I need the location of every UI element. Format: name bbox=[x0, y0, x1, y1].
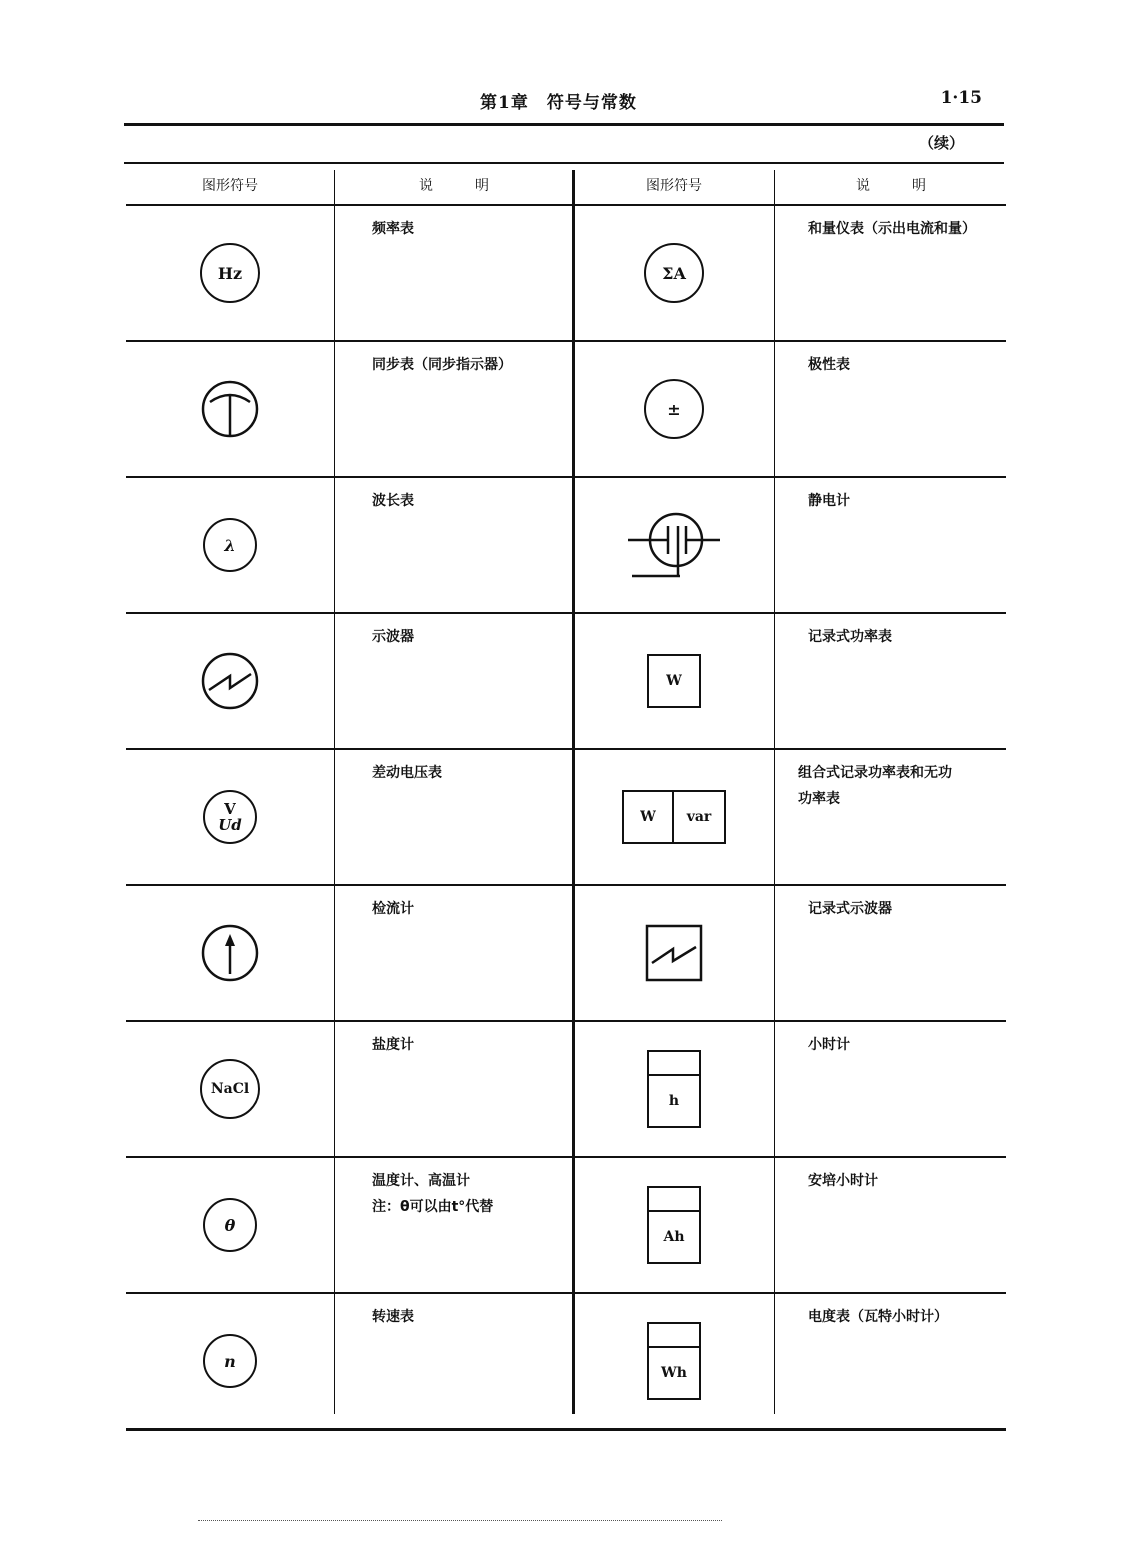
footer-rule bbox=[198, 1520, 722, 1521]
description-cell: 极性表 bbox=[808, 357, 850, 373]
symbol-label: ΣA bbox=[662, 263, 686, 283]
symbol-label: θ bbox=[224, 1215, 236, 1235]
symbol-label: Hz bbox=[217, 263, 243, 283]
symbol-cell bbox=[126, 478, 334, 612]
polarity-meter-symbol bbox=[644, 379, 704, 439]
salinometer-symbol bbox=[200, 1059, 260, 1119]
symbol-cell bbox=[126, 1158, 334, 1292]
description-cell: 和量仪表（示出电流和量） bbox=[808, 221, 976, 237]
description-cell: 示波器 bbox=[372, 629, 414, 645]
combined-recording-meter-symbol bbox=[622, 790, 726, 844]
description-line: 注：θ可以由t°代替 bbox=[372, 1199, 494, 1215]
watt-hour-meter-symbol bbox=[647, 1322, 701, 1400]
column-header-symbol-right: 图形符号 bbox=[646, 178, 702, 194]
description-line: 功率表 bbox=[798, 791, 840, 807]
symbol-header-band bbox=[649, 1324, 699, 1348]
header-rule bbox=[124, 123, 1004, 126]
table-row bbox=[126, 614, 1006, 750]
description-line: 组合式记录功率表和无功 bbox=[798, 765, 952, 781]
symbol-cell bbox=[126, 886, 334, 1020]
symbol-label: ± bbox=[667, 399, 681, 419]
symbol-cell bbox=[574, 342, 774, 476]
table-body bbox=[126, 206, 1006, 1431]
symbol-cell bbox=[574, 1158, 774, 1292]
summation-meter-symbol bbox=[644, 243, 704, 303]
symbol-label-bottom: Ud bbox=[218, 816, 242, 834]
column-header-desc-left: 说 明 bbox=[419, 178, 489, 194]
description-cell: 波长表 bbox=[372, 493, 414, 509]
table-header bbox=[126, 168, 1006, 206]
column-header-desc-right: 说 明 bbox=[856, 178, 926, 194]
table-row bbox=[126, 1294, 1006, 1431]
symbol-cell bbox=[574, 1294, 774, 1428]
column-header-symbol-left: 图形符号 bbox=[202, 178, 258, 194]
symbol-cell bbox=[126, 1294, 334, 1428]
table-row bbox=[126, 342, 1006, 478]
symbol-cell bbox=[574, 1022, 774, 1156]
oscilloscope-icon bbox=[199, 650, 261, 712]
symbol-cell bbox=[126, 206, 334, 340]
galvanometer-icon bbox=[199, 922, 261, 984]
description-cell: 转速表 bbox=[372, 1309, 414, 1325]
symbol-cell bbox=[126, 342, 334, 476]
frequency-meter-symbol bbox=[200, 243, 260, 303]
symbol-table bbox=[126, 168, 1006, 1431]
symbol-cell bbox=[574, 750, 774, 884]
description-cell: 静电计 bbox=[808, 493, 850, 509]
page-number: 1·15 bbox=[940, 88, 982, 108]
description-cell: 记录式功率表 bbox=[808, 629, 892, 645]
symbol-label: Wh bbox=[661, 1365, 687, 1381]
thermometer-symbol bbox=[203, 1198, 257, 1252]
symbol-header-band bbox=[649, 1188, 699, 1212]
electrometer-icon bbox=[624, 510, 724, 580]
recording-oscilloscope-icon bbox=[644, 923, 704, 983]
description-cell: 记录式示波器 bbox=[808, 901, 892, 917]
ampere-hour-meter-symbol bbox=[647, 1186, 701, 1264]
table-row bbox=[126, 1158, 1006, 1294]
symbol-label: n bbox=[224, 1351, 236, 1371]
table-row bbox=[126, 1022, 1006, 1158]
symbol-label: h bbox=[668, 1093, 680, 1109]
description-line: 温度计、高温计 bbox=[372, 1173, 470, 1189]
description-cell: 安培小时计 bbox=[808, 1173, 878, 1189]
symbol-cell bbox=[574, 886, 774, 1020]
description-cell: 电度表（瓦特小时计） bbox=[808, 1309, 948, 1325]
recording-wattmeter-symbol bbox=[647, 654, 701, 708]
synchroscope-icon bbox=[199, 378, 261, 440]
symbol-cell bbox=[574, 478, 774, 612]
table-top-rule bbox=[124, 162, 1004, 164]
symbol-cell bbox=[126, 614, 334, 748]
description-cell: 盐度计 bbox=[372, 1037, 414, 1053]
table-row bbox=[126, 478, 1006, 614]
symbol-label: λ bbox=[224, 535, 236, 555]
table-row bbox=[126, 750, 1006, 886]
description-cell: 差动电压表 bbox=[372, 765, 442, 781]
symbol-label: NaCl bbox=[210, 1081, 250, 1097]
symbol-header-band bbox=[649, 1052, 699, 1076]
symbol-cell bbox=[574, 614, 774, 748]
symbol-label-left: W bbox=[624, 792, 674, 842]
symbol-cell bbox=[126, 1022, 334, 1156]
description-cell bbox=[372, 1168, 493, 1220]
description-cell: 同步表（同步指示器） bbox=[372, 357, 512, 373]
continued-label: （续） bbox=[918, 134, 964, 152]
tachometer-symbol bbox=[203, 1334, 257, 1388]
description-cell bbox=[798, 760, 952, 812]
page-header bbox=[124, 88, 1004, 116]
symbol-label-top: V bbox=[224, 800, 236, 818]
table-row bbox=[126, 886, 1006, 1022]
wavemeter-symbol bbox=[203, 518, 257, 572]
symbol-label: W bbox=[666, 673, 682, 689]
symbol-cell bbox=[574, 206, 774, 340]
symbol-cell bbox=[126, 750, 334, 884]
differential-voltmeter-symbol bbox=[203, 790, 257, 844]
hour-meter-symbol bbox=[647, 1050, 701, 1128]
description-cell: 检流计 bbox=[372, 901, 414, 917]
description-cell: 小时计 bbox=[808, 1037, 850, 1053]
symbol-label: Ah bbox=[663, 1229, 685, 1245]
symbol-label-right: var bbox=[686, 809, 712, 825]
chapter-title: 第1章 符号与常数 bbox=[480, 93, 637, 113]
description-cell: 频率表 bbox=[372, 221, 414, 237]
table-row bbox=[126, 206, 1006, 342]
